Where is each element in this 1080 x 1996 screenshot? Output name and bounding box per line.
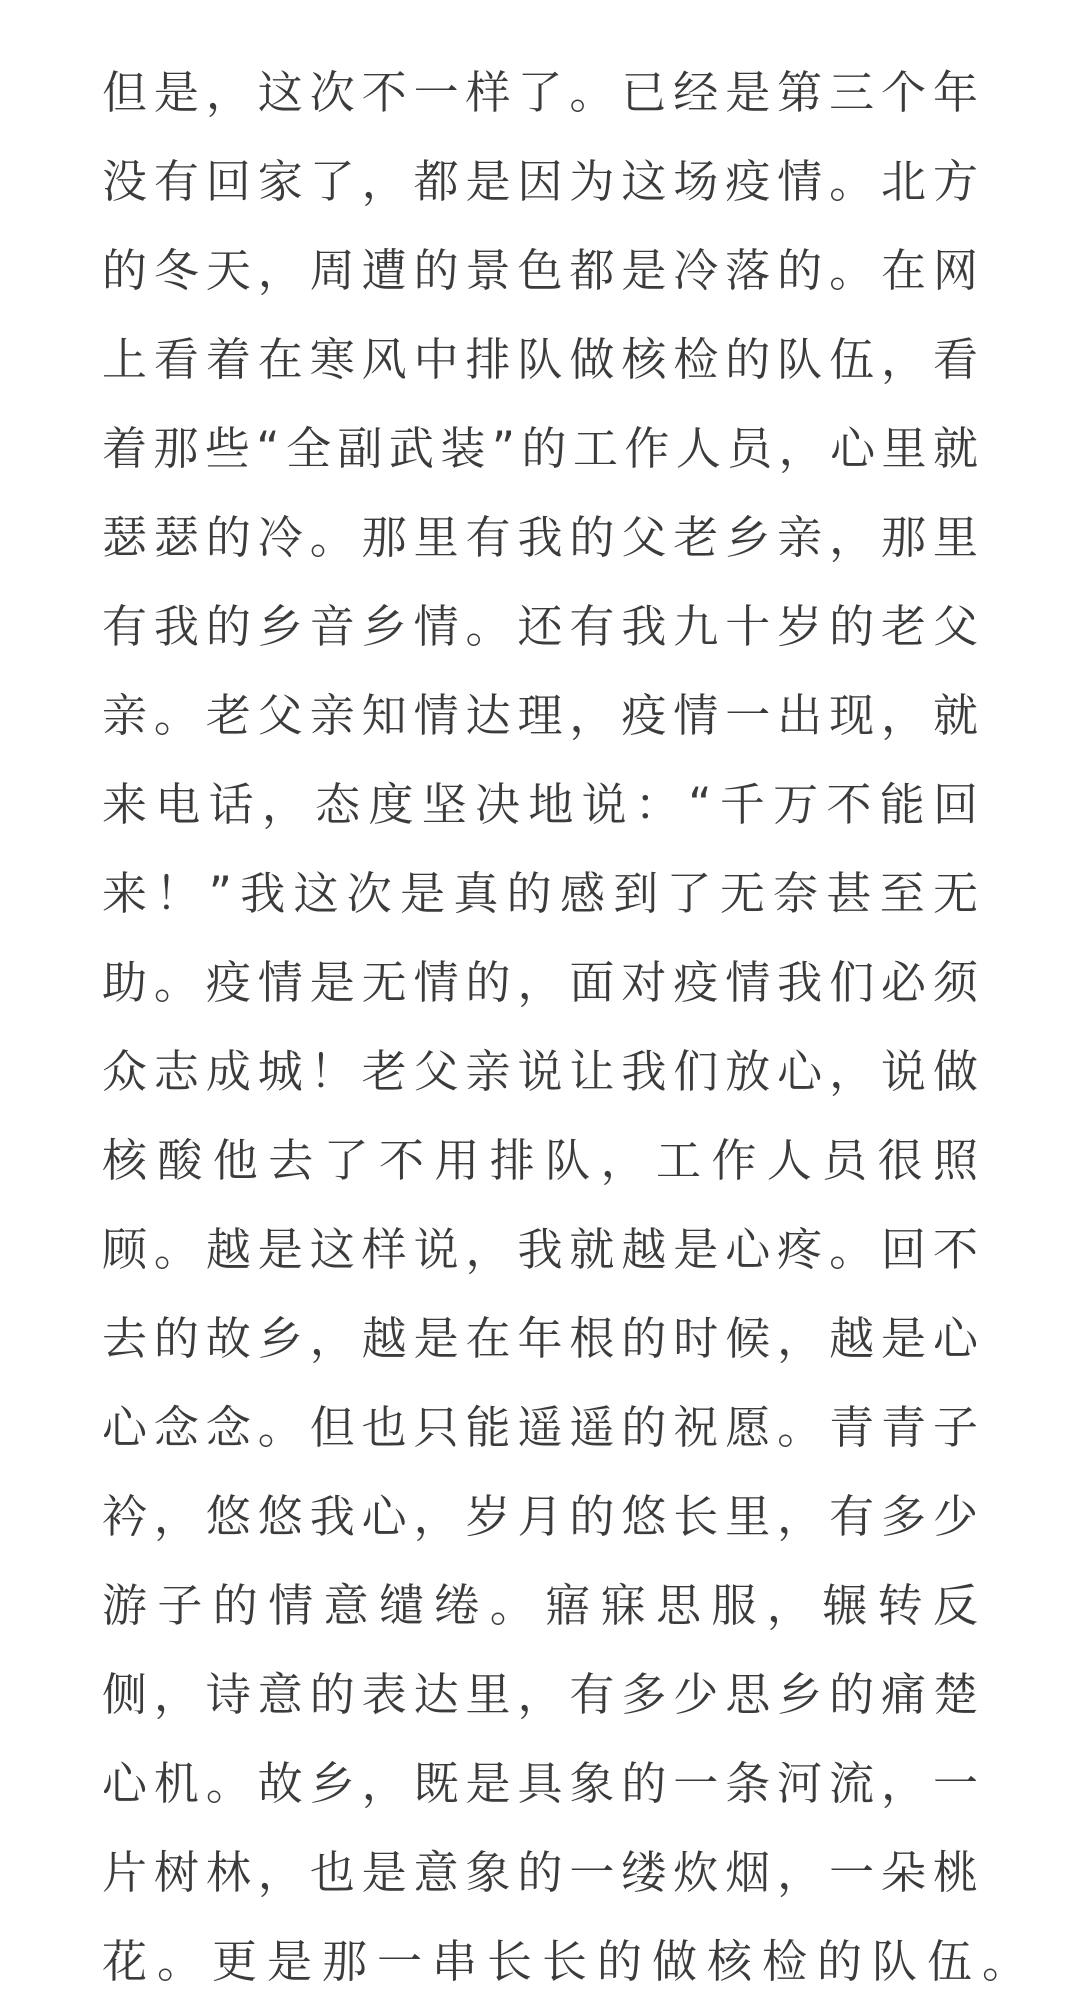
text-line-3: 的冬天，周遭的景色都是冷落的。在网 xyxy=(102,244,978,297)
text-line-21: 片树林，也是意象的一缕炊烟，一朵桃 xyxy=(102,1846,978,1899)
text-line-9: 来电话，态度坚决地说：“千万不能回 xyxy=(102,778,978,831)
text-line-11: 助。疫情是无情的，面对疫情我们必须 xyxy=(102,956,978,1009)
text-line-19: 侧，诗意的表达里，有多少思乡的痛楚 xyxy=(102,1668,978,1721)
text-line-10: 来！”我这次是真的感到了无奈甚至无 xyxy=(102,867,978,920)
text-line-8: 亲。老父亲知情达理，疫情一出现，就 xyxy=(102,689,978,742)
text-line-20: 心机。故乡，既是具象的一条河流，一 xyxy=(102,1757,978,1810)
text-line-14: 顾。越是这样说，我就越是心疼。回不 xyxy=(102,1223,978,1276)
text-line-1: 但是，这次不一样了。已经是第三个年 xyxy=(102,66,978,119)
text-line-2: 没有回家了，都是因为这场疫情。北方 xyxy=(102,155,978,208)
text-line-17: 衿，悠悠我心，岁月的悠长里，有多少 xyxy=(102,1490,978,1543)
text-line-15: 去的故乡，越是在年根的时候，越是心 xyxy=(102,1312,978,1365)
text-line-16: 心念念。但也只能遥遥的祝愿。青青子 xyxy=(102,1401,978,1454)
text-line-7: 有我的乡音乡情。还有我九十岁的老父 xyxy=(102,600,978,653)
text-line-5: 着那些“全副武装”的工作人员，心里就 xyxy=(102,422,978,475)
text-line-4: 上看着在寒风中排队做核检的队伍，看 xyxy=(102,333,978,386)
text-line-13: 核酸他去了不用排队，工作人员很照 xyxy=(102,1134,978,1187)
text-line-18: 游子的情意缱绻。寤寐思服，辗转反 xyxy=(102,1579,978,1632)
text-line-6: 瑟瑟的冷。那里有我的父老乡亲，那里 xyxy=(102,511,978,564)
text-line-12: 众志成城！老父亲说让我们放心，说做 xyxy=(102,1045,978,1098)
text-line-22: 花。更是那一串长长的做核检的队伍。 xyxy=(102,1935,1038,1988)
